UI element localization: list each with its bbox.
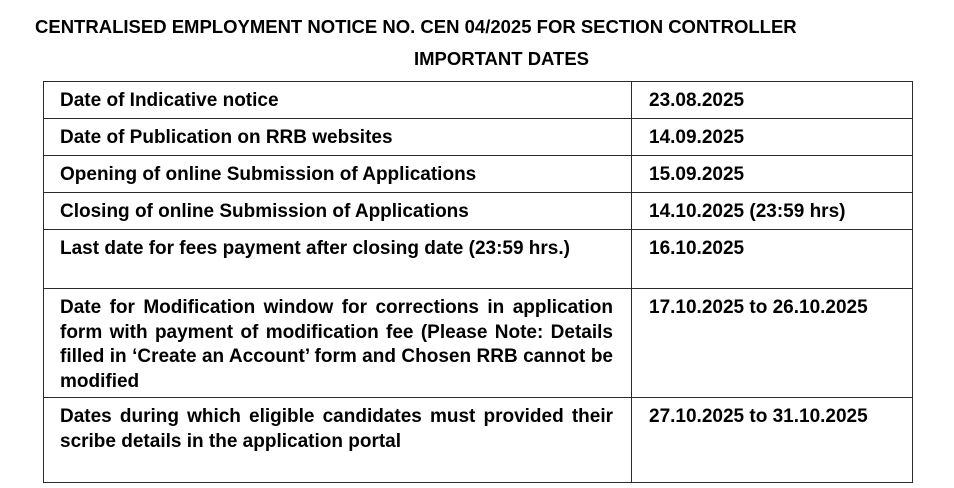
date-cell: 16.10.2025 — [632, 230, 913, 289]
event-cell: Dates during which eligible candidates must provided their scribe details in the application portal — [44, 398, 632, 483]
event-cell: Opening of online Submission of Applications — [44, 156, 632, 193]
notice-subtitle: IMPORTANT DATES — [413, 48, 590, 69]
event-cell: Date of Indicative notice — [44, 82, 632, 119]
table-row — [44, 289, 913, 398]
table-row — [44, 119, 913, 156]
event-cell: Date for Modification window for corrections in application form with payment of modification fee (Please Note: Details filled in ‘Create an Account’ form and Chosen RRB cannot be modified — [44, 289, 632, 398]
date-cell: 27.10.2025 to 31.10.2025 — [632, 398, 913, 483]
date-cell: 14.09.2025 — [632, 119, 913, 156]
event-cell: Closing of online Submission of Applications — [44, 193, 632, 230]
table-row — [44, 82, 913, 119]
event-cell: Date of Publication on RRB websites — [44, 119, 632, 156]
date-cell: 14.10.2025 (23:59 hrs) — [632, 193, 913, 230]
table-row — [44, 193, 913, 230]
table-row — [44, 230, 913, 289]
date-cell: 23.08.2025 — [632, 82, 913, 119]
table-row — [44, 398, 913, 483]
table-row — [44, 156, 913, 193]
date-cell: 17.10.2025 to 26.10.2025 — [632, 289, 913, 398]
event-cell: Last date for fees payment after closing date (23:59 hrs.) — [44, 230, 632, 289]
important-dates-table — [43, 81, 913, 483]
date-cell: 15.09.2025 — [632, 156, 913, 193]
notice-title: CENTRALISED EMPLOYMENT NOTICE NO. CEN 04/2025 FOR SECTION CONTROLLER — [35, 16, 797, 37]
